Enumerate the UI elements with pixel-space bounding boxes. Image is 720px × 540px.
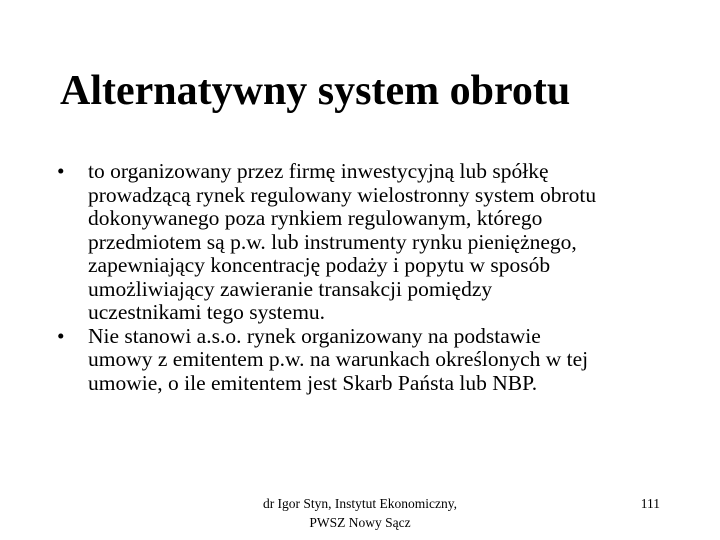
bullet-text-definition: to organizowany przez firmę inwestycyjną lub spółkę prowadzącą rynek regulowany wielostronny system obrotu dokonywanego poza rynkiem regulowanym, którego przedmiotem są p.w. lub instrumenty rynku pieniężnego, zapewniający koncentrację podaży i popytu w sposób umożliwiający zawieranie transakcji pomiędzy uczestnikami tego systemu. [88,159,597,324]
page-number: 111 [640,496,660,511]
bullet-item [57,160,697,325]
slide-title: Alternatywny system obrotu [60,68,571,114]
footer-author: dr Igor Styn, Instytut Ekonomiczny, PWSZ Nowy Sącz [262,496,458,530]
bullet-marker: • [57,323,65,348]
bullet-list [57,160,697,395]
bullet-item [57,325,697,396]
bullet-marker: • [57,159,65,183]
bullet-text-exclusion: Nie stanowi a.s.o. rynek organizowany na podstawie umowy z emitentem p.w. na warunkach określonych w tej umowie, o ile emitentem jest Skarb Państa lub NBP. [88,323,589,395]
